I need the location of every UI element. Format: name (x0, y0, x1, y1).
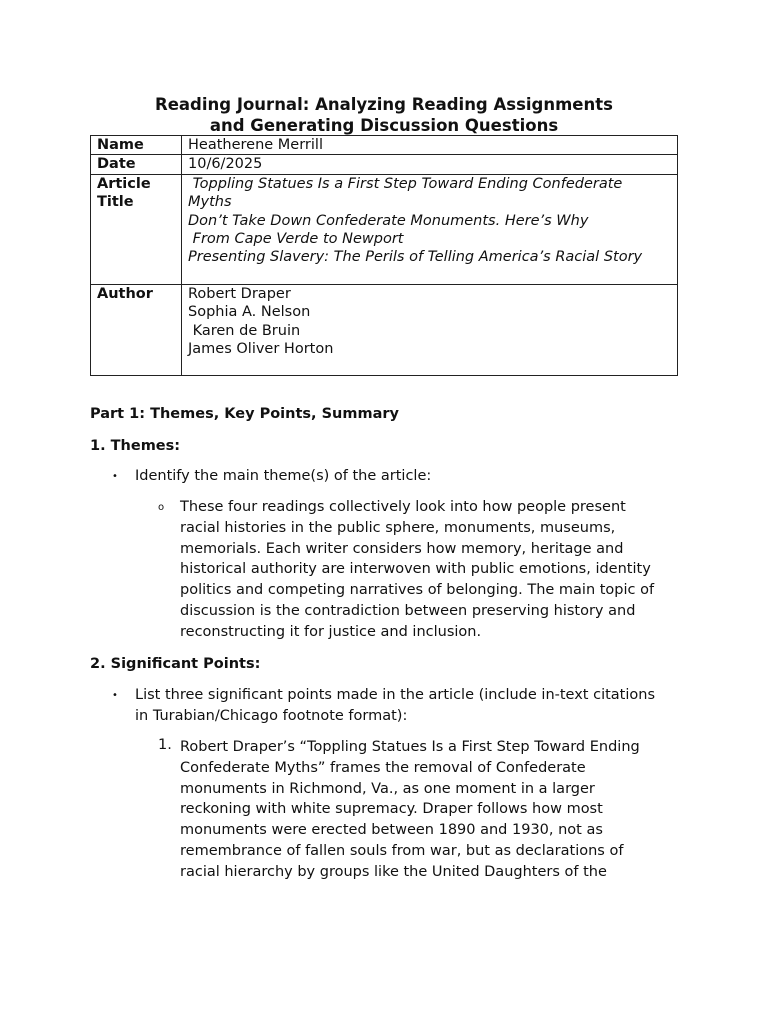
article-line: From Cape Verde to Newport (188, 231, 404, 248)
article-label-line-1: Article (97, 175, 151, 192)
themes-answer-line: memorials. Each writer considers how memory, heritage and (180, 540, 624, 557)
themes-answer (180, 497, 654, 643)
name-value: Heatherene Merrill (182, 136, 678, 155)
themes-answer-line: racial histories in the public sphere, monuments, museums, (180, 519, 616, 536)
points-prompt (135, 685, 655, 727)
point-1-line: racial hierarchy by groups like the United Daughters of the (180, 863, 607, 880)
point-1-number: 1. (158, 737, 172, 753)
points-prompt-line: List three significant points made in the article (include in-text citations (135, 687, 655, 703)
document-title (90, 94, 678, 136)
info-table (90, 135, 678, 376)
point-1-line: monuments were erected between 1890 and 1930, not as (180, 822, 603, 839)
row-author (91, 284, 678, 375)
date-value: 10/6/2025 (182, 155, 678, 174)
title-line-1: Reading Journal: Analyzing Reading Assignments (155, 95, 613, 114)
point-1-line: remembrance of fallen souls from war, but as declarations of (180, 842, 624, 859)
bullet-icon: • (112, 471, 118, 482)
row-date (91, 155, 678, 174)
article-title-label (91, 174, 182, 284)
point-1-line: Robert Draper’s “Toppling Statues Is a First Step Toward Ending (180, 739, 640, 755)
author-line: James Oliver Horton (188, 341, 334, 358)
article-line: Toppling Statues Is a First Step Toward Ending Confederate (188, 175, 623, 192)
author-line: Karen de Bruin (188, 322, 301, 339)
part1-heading: Part 1: Themes, Key Points, Summary (90, 406, 399, 422)
title-line-2: and Generating Discussion Questions (209, 116, 559, 135)
author-value (182, 284, 678, 375)
name-label: Name (91, 136, 182, 155)
article-title-value (182, 174, 678, 284)
sub-bullet-icon: o (158, 502, 165, 513)
themes-prompt: Identify the main theme(s) of the article: (135, 468, 432, 484)
author-line: Robert Draper (188, 285, 291, 302)
row-article-title (91, 174, 678, 284)
themes-answer-line: discussion is the contradiction between preserving history and (180, 602, 636, 619)
bullet-icon: • (112, 690, 118, 701)
author-line: Sophia A. Nelson (188, 304, 311, 321)
themes-answer-line: politics and competing narratives of belonging. The main topic of (180, 582, 655, 599)
point-1-text (180, 737, 640, 883)
points-heading: 2. Significant Points: (90, 656, 261, 672)
point-1-line: Confederate Myths” frames the removal of Confederate (180, 759, 586, 776)
article-label-line-2: Title (97, 194, 134, 211)
article-line: Myths (188, 194, 232, 211)
row-name (91, 136, 678, 155)
date-label: Date (91, 155, 182, 174)
point-1-line: monuments in Richmond, Va., as one moment in a larger (180, 780, 595, 797)
themes-answer-line: reconstructing it for justice and inclusion. (180, 623, 482, 640)
author-label: Author (91, 284, 182, 375)
themes-answer-line: historical authority are interwoven with public emotions, identity (180, 561, 651, 578)
article-line: Presenting Slavery: The Perils of Telling America’s Racial Story (188, 249, 643, 266)
point-1-line: reckoning with white supremacy. Draper follows how most (180, 801, 603, 818)
points-prompt-line: in Turabian/Chicago footnote format): (135, 707, 408, 724)
themes-heading: 1. Themes: (90, 438, 181, 454)
themes-answer-line: These four readings collectively look into how people present (180, 499, 626, 515)
article-line: Don’t Take Down Confederate Monuments. Here’s Why (188, 212, 589, 229)
